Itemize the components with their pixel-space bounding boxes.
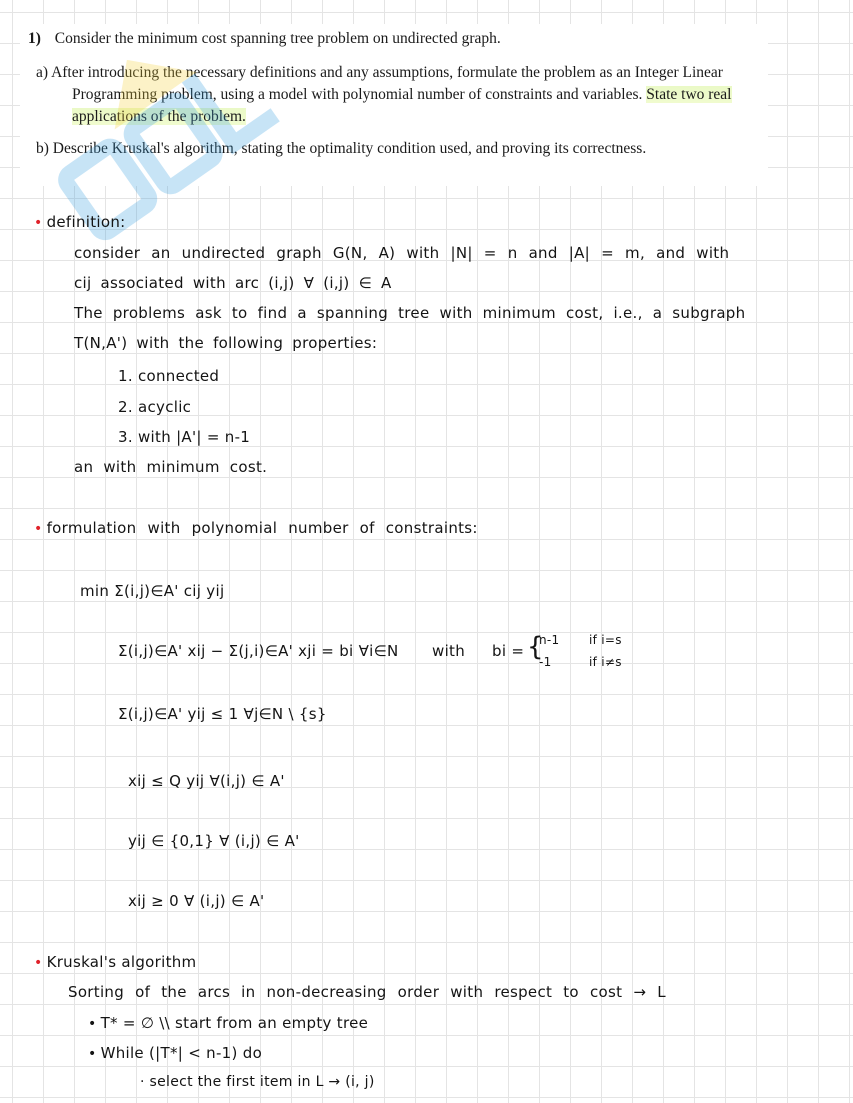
bullet-icon: • bbox=[88, 1016, 97, 1032]
kruskal-step-init: • T* = ∅ \\ start from an empty tree bbox=[88, 1014, 369, 1032]
binary-constraint: yij ∈ {0,1} ∀ (i,j) ∈ A' bbox=[128, 832, 300, 850]
question-number: 1) bbox=[28, 30, 41, 47]
bullet-icon: • bbox=[34, 215, 43, 231]
b-definition: bi = bbox=[492, 642, 525, 660]
exam-question-block bbox=[20, 24, 768, 186]
kruskal-step-select: · select the first item in L → (i, j) bbox=[140, 1074, 375, 1090]
b-case-1-value: n-1 bbox=[539, 633, 560, 647]
bullet-icon: • bbox=[34, 521, 43, 537]
brace-icon: { bbox=[527, 632, 544, 662]
property-connected: 1. connected bbox=[118, 367, 220, 385]
property-acyclic: 2. acyclic bbox=[118, 398, 192, 416]
question-part-a bbox=[36, 62, 756, 128]
bullet-icon: • bbox=[34, 955, 43, 971]
nonnegativity-constraint: xij ≥ 0 ∀ (i,j) ∈ A' bbox=[128, 892, 265, 910]
kruskal-heading: • Kruskal's algorithm bbox=[34, 953, 197, 971]
question-part-b bbox=[36, 138, 756, 160]
part-b-label: b) bbox=[36, 140, 49, 157]
part-a-text: After introducing the necessary definitions and any assumptions, formulate the problem as an Integer Linear Programming problem, using a model with polynomial number of constraints and variables. bbox=[51, 64, 723, 103]
part-b-text: Describe Kruskal's algorithm, stating the optimality condition used, and proving its correctness. bbox=[52, 140, 647, 157]
linking-constraint: xij ≤ Q yij ∀(i,j) ∈ A' bbox=[128, 772, 285, 790]
formulation-heading: • formulation with polynomial number of constraints: bbox=[34, 519, 478, 537]
definition-heading: • definition: bbox=[34, 213, 126, 231]
kruskal-sorting-line: Sorting of the arcs in non-decreasing order with respect to cost → L bbox=[68, 983, 666, 1001]
flow-constraint-with: with bbox=[432, 642, 466, 660]
objective-function: min Σ(i,j)∈A' cij yij bbox=[80, 582, 225, 600]
part-a-label: a) bbox=[36, 64, 49, 81]
question-intro bbox=[28, 30, 501, 48]
in-degree-constraint: Σ(i,j)∈A' yij ≤ 1 ∀j∈N \ {s} bbox=[118, 705, 327, 723]
question-intro-text: Consider the minimum cost spanning tree problem on undirected graph. bbox=[54, 30, 501, 47]
flow-constraint: Σ(i,j)∈A' xij − Σ(j,i)∈A' xji = bi ∀i∈N bbox=[118, 642, 399, 660]
bullet-icon: • bbox=[88, 1046, 97, 1062]
b-case-2-condition: if i≠s bbox=[589, 655, 622, 669]
b-case-2-value: -1 bbox=[539, 655, 552, 669]
definition-line-2: cij associated with arc (i,j) ∀ (i,j) ∈ A bbox=[74, 274, 392, 292]
definition-line-3: The problems ask to find a spanning tree with minimum cost, i.e., a subgraph bbox=[74, 304, 746, 322]
property-edge-count: 3. with |A'| = n-1 bbox=[118, 428, 251, 446]
b-case-1-condition: if i=s bbox=[589, 633, 622, 647]
kruskal-step-while: • While (|T*| < n-1) do bbox=[88, 1044, 263, 1062]
definition-line-4: T(N,A') with the following properties: bbox=[74, 334, 378, 352]
definition-closing: an with minimum cost. bbox=[74, 458, 268, 476]
definition-line-1: consider an undirected graph G(N, A) with |N| = n and |A| = m, and with bbox=[74, 244, 730, 262]
part-a-highlight: State two real applications of the problem. bbox=[72, 86, 732, 125]
